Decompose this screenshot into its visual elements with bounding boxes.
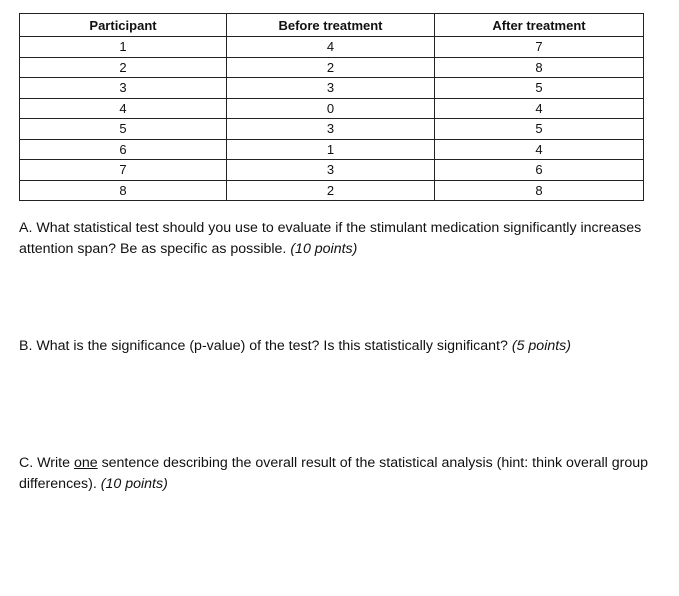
before-treatment-cell: 2: [227, 180, 435, 201]
question-a-points: (10 points): [290, 241, 358, 257]
question-c: [19, 453, 659, 495]
participant-cell: 2: [20, 57, 227, 78]
after-treatment-cell: 7: [435, 37, 644, 58]
before-treatment-cell: 3: [227, 78, 435, 99]
after-treatment-cell: 4: [435, 139, 644, 160]
after-treatment-cell: 5: [435, 119, 644, 140]
before-treatment-cell: 0: [227, 98, 435, 119]
question-c-text: sentence describing the overall result of the statistical analysis (hint: think overall group differences).: [19, 455, 649, 492]
question-c-underlined-word: one: [73, 455, 98, 471]
after-treatment-cell: 8: [435, 180, 644, 201]
participant-cell: 1: [20, 37, 227, 58]
table-row: [20, 180, 644, 201]
table-header-row: [20, 14, 644, 37]
after-treatment-cell: 4: [435, 98, 644, 119]
question-b: [19, 336, 659, 357]
question-b-points: (5 points): [511, 338, 571, 354]
participant-cell: 7: [20, 160, 227, 181]
column-header-before-treatment: Before treatment: [227, 14, 435, 37]
table-row: [20, 160, 644, 181]
question-b-text: B. What is the significance (p-value) of the test? Is this statistically significant?: [19, 338, 508, 354]
question-a: [19, 218, 659, 260]
before-treatment-cell: 2: [227, 57, 435, 78]
participant-cell: 6: [20, 139, 227, 160]
table-row: [20, 98, 644, 119]
question-c-points: (10 points): [100, 476, 168, 492]
column-header-after-treatment: After treatment: [435, 14, 644, 37]
table-row: [20, 37, 644, 58]
after-treatment-cell: 5: [435, 78, 644, 99]
after-treatment-cell: 8: [435, 57, 644, 78]
question-c-prefix: C. Write: [19, 455, 70, 471]
participant-cell: 5: [20, 119, 227, 140]
before-treatment-cell: 4: [227, 37, 435, 58]
question-a-text: A. What statistical test should you use to evaluate if the stimulant medication significantly increases attention span? Be as specific as possible.: [19, 220, 642, 257]
before-treatment-cell: 3: [227, 119, 435, 140]
column-header-participant: Participant: [20, 14, 227, 37]
table-row: [20, 78, 644, 99]
table-row: [20, 57, 644, 78]
participant-cell: 8: [20, 180, 227, 201]
participant-cell: 4: [20, 98, 227, 119]
table-row: [20, 119, 644, 140]
after-treatment-cell: 6: [435, 160, 644, 181]
table-row: [20, 139, 644, 160]
before-treatment-cell: 1: [227, 139, 435, 160]
data-table: [19, 13, 644, 201]
participant-cell: 3: [20, 78, 227, 99]
before-treatment-cell: 3: [227, 160, 435, 181]
